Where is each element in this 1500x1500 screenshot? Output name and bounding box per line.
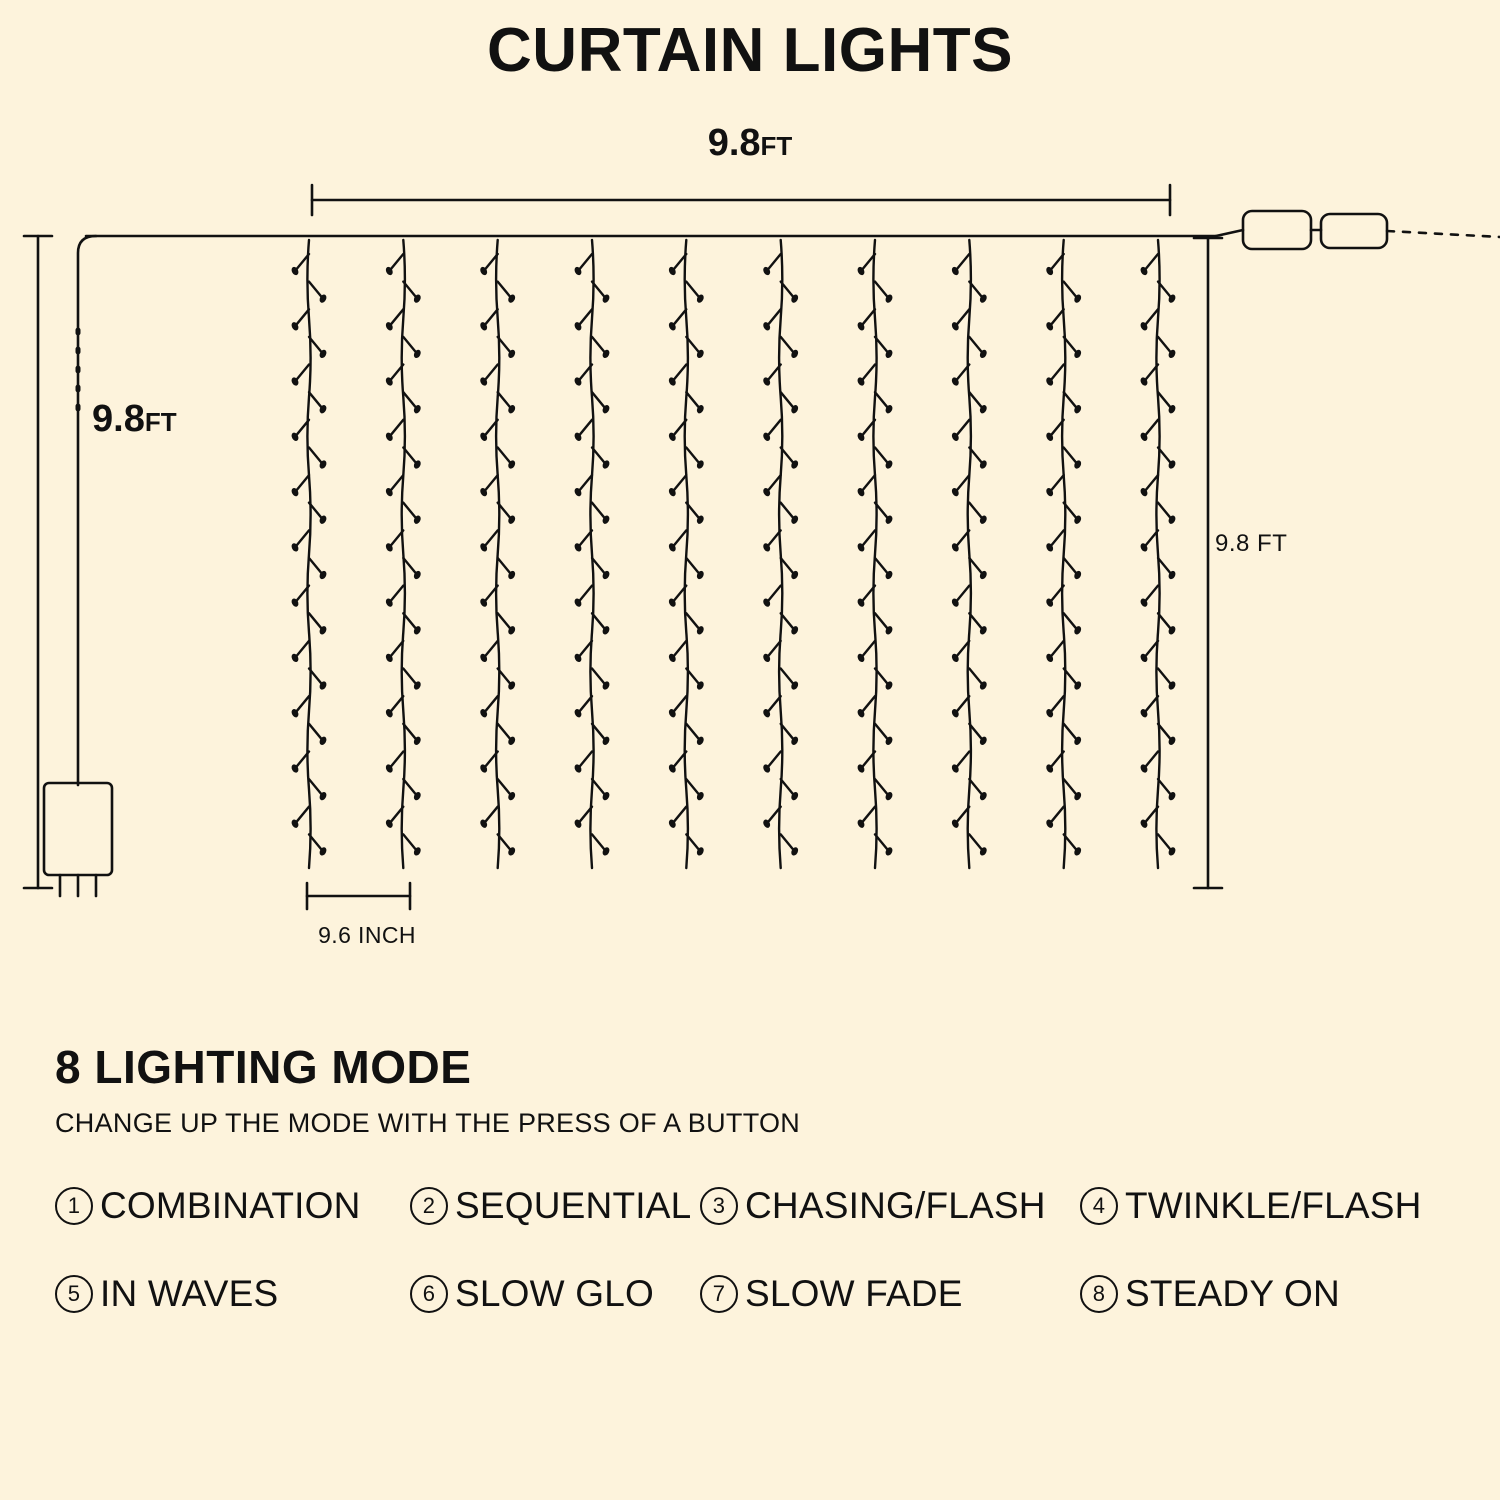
left-height-unit: FT xyxy=(144,407,177,437)
led-branch xyxy=(578,254,592,271)
mode-number-1: 1 xyxy=(55,1187,93,1225)
led-branch xyxy=(1144,420,1158,437)
led-branch xyxy=(403,669,417,686)
mode-item-5 xyxy=(55,1273,410,1315)
led-branch xyxy=(484,641,498,658)
led-branch xyxy=(1144,254,1158,271)
led-branch xyxy=(672,696,686,713)
led-branch xyxy=(484,309,498,326)
led-branch xyxy=(767,586,781,603)
led-branch xyxy=(578,696,592,713)
led-branch xyxy=(403,503,417,520)
led-branch xyxy=(592,779,606,796)
led-branch xyxy=(767,420,781,437)
led-branch xyxy=(295,696,309,713)
led-branch xyxy=(955,752,969,769)
right-dimension-line xyxy=(1194,238,1222,888)
led-branch xyxy=(672,365,686,382)
led-branch xyxy=(672,309,686,326)
strand-wire xyxy=(779,240,782,868)
strand-wire xyxy=(1156,240,1159,868)
strand-wire xyxy=(685,240,688,868)
led-branch xyxy=(1050,807,1064,824)
mode-item-4 xyxy=(1080,1185,1450,1227)
led-branch xyxy=(875,448,889,465)
led-branch xyxy=(861,475,875,492)
mode-number-4: 4 xyxy=(1080,1187,1118,1225)
led-branch xyxy=(484,475,498,492)
strand-wire xyxy=(590,240,593,868)
led-branch xyxy=(969,392,983,409)
led-branch xyxy=(955,696,969,713)
led-branch xyxy=(969,779,983,796)
led-branch xyxy=(875,779,889,796)
mode-item-6 xyxy=(410,1273,700,1315)
led-branch xyxy=(403,779,417,796)
led-branch xyxy=(484,696,498,713)
left-dimension-line xyxy=(24,236,52,888)
led-branch xyxy=(875,392,889,409)
led-branch xyxy=(592,669,606,686)
led-branch xyxy=(389,696,403,713)
left-height-value: 9.8 xyxy=(92,398,145,440)
led-branch xyxy=(403,613,417,630)
led-branch xyxy=(389,420,403,437)
mode-number-6: 6 xyxy=(410,1275,448,1313)
led-branch xyxy=(686,724,700,741)
led-branch xyxy=(781,834,795,851)
led-branch xyxy=(1144,752,1158,769)
led-branch xyxy=(955,309,969,326)
led-branch xyxy=(955,586,969,603)
led-branch xyxy=(861,807,875,824)
led-branch xyxy=(1050,530,1064,547)
led-branch xyxy=(1064,282,1078,299)
mode-number-3: 3 xyxy=(700,1187,738,1225)
strand-wire xyxy=(307,240,310,868)
top-width-unit: FT xyxy=(760,131,793,161)
led-branch xyxy=(1144,696,1158,713)
led-branch xyxy=(592,392,606,409)
led-branch xyxy=(1050,365,1064,382)
led-branch xyxy=(875,613,889,630)
mode-item-8 xyxy=(1080,1273,1450,1315)
led-branch xyxy=(969,834,983,851)
led-branch xyxy=(484,530,498,547)
led-branch xyxy=(1144,586,1158,603)
strand-wire xyxy=(496,240,499,868)
led-branch xyxy=(781,779,795,796)
led-branch xyxy=(1050,696,1064,713)
mode-item-7 xyxy=(700,1273,1080,1315)
led-branch xyxy=(1050,641,1064,658)
led-branch xyxy=(781,337,795,354)
led-branch xyxy=(498,613,512,630)
led-branch xyxy=(389,309,403,326)
led-branch xyxy=(1158,337,1172,354)
lighting-modes-section xyxy=(55,1040,1455,1361)
mode-label-8: STEADY ON xyxy=(1125,1273,1340,1314)
mode-number-5: 5 xyxy=(55,1275,93,1313)
led-branch xyxy=(389,586,403,603)
led-branch xyxy=(1144,309,1158,326)
led-branch xyxy=(861,696,875,713)
led-branch xyxy=(969,669,983,686)
led-branch xyxy=(592,337,606,354)
mode-label-6: SLOW GLO xyxy=(455,1273,654,1314)
led-branch xyxy=(1158,503,1172,520)
led-branch xyxy=(875,724,889,741)
led-branch xyxy=(498,448,512,465)
led-branch xyxy=(309,448,323,465)
led-branch xyxy=(781,613,795,630)
led-branch xyxy=(295,475,309,492)
mode-label-2: SEQUENTIAL xyxy=(455,1185,692,1226)
led-branch xyxy=(578,309,592,326)
led-branch xyxy=(309,392,323,409)
mode-label-7: SLOW FADE xyxy=(745,1273,963,1314)
led-branch xyxy=(861,365,875,382)
led-branch xyxy=(309,282,323,299)
led-branch xyxy=(578,420,592,437)
led-branch xyxy=(578,752,592,769)
led-branch xyxy=(1064,613,1078,630)
led-branch xyxy=(1158,834,1172,851)
controller-cable-dashed xyxy=(1387,231,1500,237)
mode-label-4: TWINKLE/FLASH xyxy=(1125,1185,1422,1226)
led-branch xyxy=(389,752,403,769)
led-branch xyxy=(1050,309,1064,326)
led-branch xyxy=(295,807,309,824)
mode-number-7: 7 xyxy=(700,1275,738,1313)
led-branch xyxy=(781,503,795,520)
led-branch xyxy=(403,834,417,851)
mode-item-1 xyxy=(55,1185,410,1227)
led-branch xyxy=(592,503,606,520)
led-branch xyxy=(969,337,983,354)
led-branch xyxy=(1158,669,1172,686)
led-branch xyxy=(686,448,700,465)
led-branch xyxy=(309,558,323,575)
mode-item-2 xyxy=(410,1185,700,1227)
modes-heading: 8 LIGHTING MODE xyxy=(55,1041,472,1093)
led-branch xyxy=(498,282,512,299)
led-branch xyxy=(686,282,700,299)
led-branch xyxy=(403,337,417,354)
led-branch xyxy=(1158,392,1172,409)
led-branch xyxy=(498,558,512,575)
led-branch xyxy=(403,392,417,409)
light-strands xyxy=(290,240,1177,868)
led-branch xyxy=(672,530,686,547)
mode-number-2: 2 xyxy=(410,1187,448,1225)
strand-wire xyxy=(968,240,971,868)
plug-icon xyxy=(44,783,112,896)
led-branch xyxy=(686,613,700,630)
led-branch xyxy=(578,586,592,603)
led-branch xyxy=(484,365,498,382)
strand-wire xyxy=(1062,240,1065,868)
led-branch xyxy=(686,392,700,409)
controller-box xyxy=(1216,211,1387,249)
led-branch xyxy=(498,724,512,741)
mode-label-1: COMBINATION xyxy=(100,1185,361,1226)
led-branch xyxy=(969,613,983,630)
led-branch xyxy=(295,641,309,658)
led-branch xyxy=(592,834,606,851)
led-branch xyxy=(498,392,512,409)
led-branch xyxy=(309,613,323,630)
led-branch xyxy=(1064,779,1078,796)
led-branch xyxy=(767,696,781,713)
modes-row-1 xyxy=(55,1185,1455,1227)
led-branch xyxy=(955,254,969,271)
led-branch xyxy=(309,779,323,796)
led-branch xyxy=(1050,475,1064,492)
led-branch xyxy=(767,752,781,769)
strand-wire xyxy=(873,240,876,868)
led-branch xyxy=(592,613,606,630)
led-branch xyxy=(861,641,875,658)
led-branch xyxy=(498,779,512,796)
led-branch xyxy=(686,779,700,796)
led-branch xyxy=(767,309,781,326)
led-branch xyxy=(781,392,795,409)
mode-label-5: IN WAVES xyxy=(100,1273,279,1314)
page-title: CURTAIN LIGHTS xyxy=(487,16,1013,85)
led-branch xyxy=(969,503,983,520)
led-branch xyxy=(686,558,700,575)
modes-subheading: CHANGE UP THE MODE WITH THE PRESS OF A BUTTON xyxy=(55,1108,801,1138)
led-branch xyxy=(1064,392,1078,409)
top-width-value: 9.8 xyxy=(707,122,761,164)
led-branch xyxy=(955,420,969,437)
led-branch xyxy=(672,641,686,658)
led-branch xyxy=(295,530,309,547)
led-branch xyxy=(861,530,875,547)
led-branch xyxy=(861,309,875,326)
led-branch xyxy=(389,254,403,271)
top-dimension-line xyxy=(312,185,1170,215)
led-branch xyxy=(875,558,889,575)
led-branch xyxy=(1064,724,1078,741)
spacing-dimension-line xyxy=(307,883,410,909)
right-height-label: 9.8 FT xyxy=(1215,530,1288,557)
led-branch xyxy=(672,475,686,492)
led-branch xyxy=(672,807,686,824)
led-branch xyxy=(309,724,323,741)
led-branch xyxy=(484,807,498,824)
led-branch xyxy=(875,282,889,299)
led-branch xyxy=(1158,779,1172,796)
modes-row-2 xyxy=(55,1273,1455,1315)
mode-item-3 xyxy=(700,1185,1080,1227)
led-branch xyxy=(1064,448,1078,465)
mode-label-3: CHASING/FLASH xyxy=(745,1185,1046,1226)
led-branch xyxy=(1064,558,1078,575)
strand-wire xyxy=(402,240,405,868)
led-branch xyxy=(295,309,309,326)
strand-spacing-label: 9.6 INCH xyxy=(318,922,416,948)
led-branch xyxy=(767,254,781,271)
led-branch xyxy=(1158,613,1172,630)
mode-number-8: 8 xyxy=(1080,1275,1118,1313)
led-branch xyxy=(781,669,795,686)
led-branch xyxy=(295,365,309,382)
power-cord xyxy=(78,236,96,785)
